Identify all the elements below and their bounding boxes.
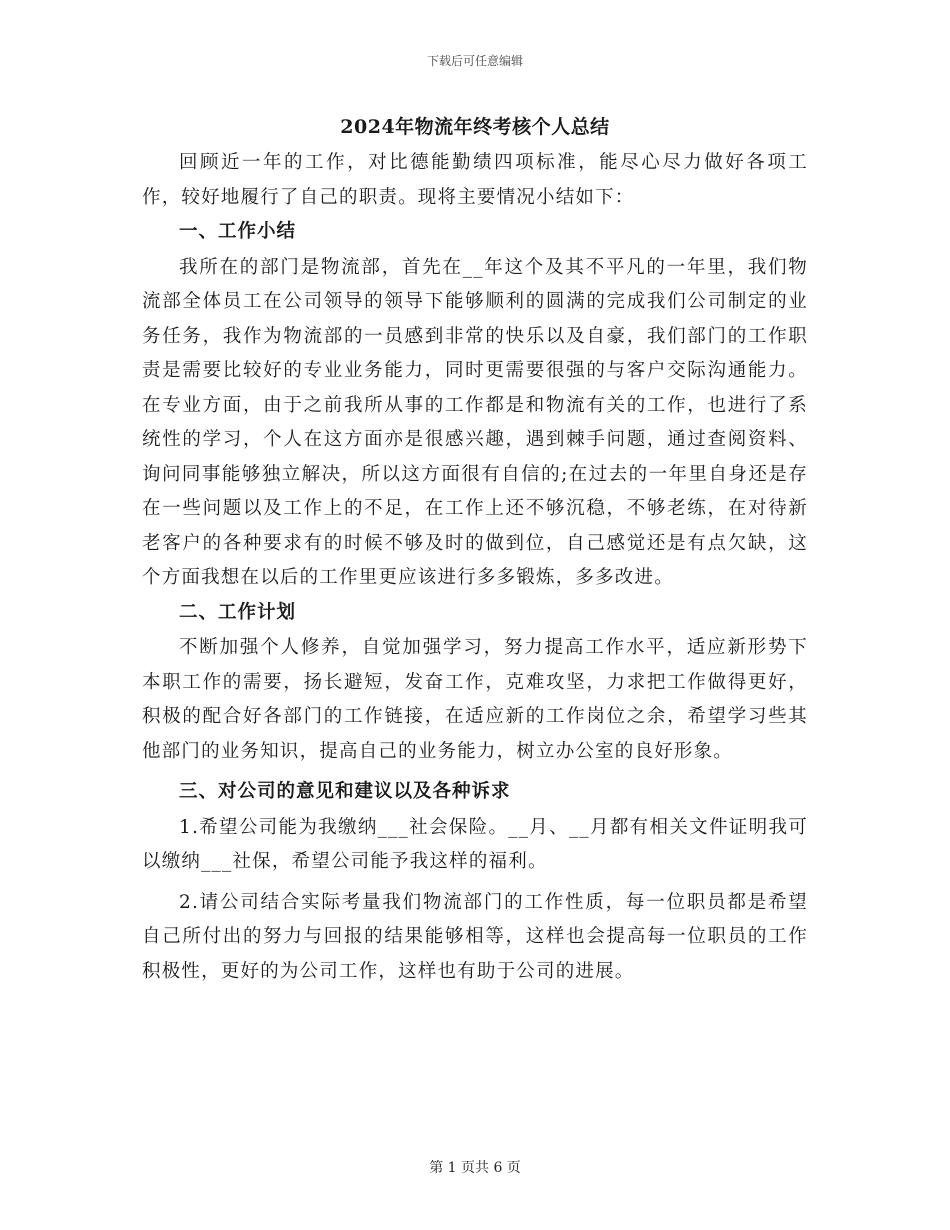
- work-summary-paragraph: 我所在的部门是物流部，首先在__年这个及其不平凡的一年里，我们物流部全体员工在公司领导的领导下能够顺利的圆满的完成我们公司制定的业务任务，我作为物流部的一员感到非常的快乐以及自豪，我们部门的工作职责是需要比较好的专业业务能力，同时更需要很强的与客户交际沟通能力。在专业方面，由于之前我所从事的工作都是和物流有关的工作，也进行了系统性的学习，个人在这方面亦是很感兴趣，遇到棘手问题，通过查阅资料、询问同事能够独立解决，所以这方面很有自信的;在过去的一年里自身还是存在一些问题以及工作上的不足，在工作上还不够沉稳，不够老练，在对待新老客户的各种要求有的时候不够及时的做到位，自己感觉还是有点欠缺，这个方面我想在以后的工作里更应该进行多多锻炼，多多改进。: [142, 256, 808, 588]
- document-body: [142, 112, 808, 989]
- suggestion-item-1: 1.希望公司能为我缴纳___社会保险。__月、__月都有相关文件证明我可以缴纳___社保，希望公司能予我这样的福利。: [142, 816, 808, 872]
- work-plan-paragraph: 不断加强个人修养，自觉加强学习，努力提高工作水平，适应新形势下本职工作的需要，扬长避短，发奋工作，克难攻坚，力求把工作做得更好，积极的配合好各部门的工作链接，在适应新的工作岗位之余，希望学习些其他部门的业务知识，提高自己的业务能力，树立办公室的良好形象。: [142, 637, 808, 762]
- section-heading-suggestions: 三、对公司的意见和建议以及各种诉求: [179, 781, 511, 802]
- section-heading-work-plan: 二、工作计划: [179, 601, 297, 623]
- document-title: 2024年物流年终考核个人总结: [340, 116, 610, 138]
- page-number-indicator: 第 1 页共 6 页: [429, 1160, 521, 1176]
- section-heading-work-summary: 一、工作小结: [179, 221, 297, 242]
- suggestion-item-2: 2.请公司结合实际考量我们物流部门的工作性质，每一位职员都是希望自己所付出的努力与回报的结果能够相等，这样也会提高每一位职员的工作积极性，更好的为公司工作，这样也有助于公司的进展。: [142, 891, 808, 982]
- intro-paragraph: 回顾近一年的工作，对比德能勤绩四项标准，能尽心尽力做好各项工作，较好地履行了自己的职责。现将主要情况小结如下：: [142, 152, 808, 208]
- page-header-note: 下载后可任意编辑: [426, 54, 523, 68]
